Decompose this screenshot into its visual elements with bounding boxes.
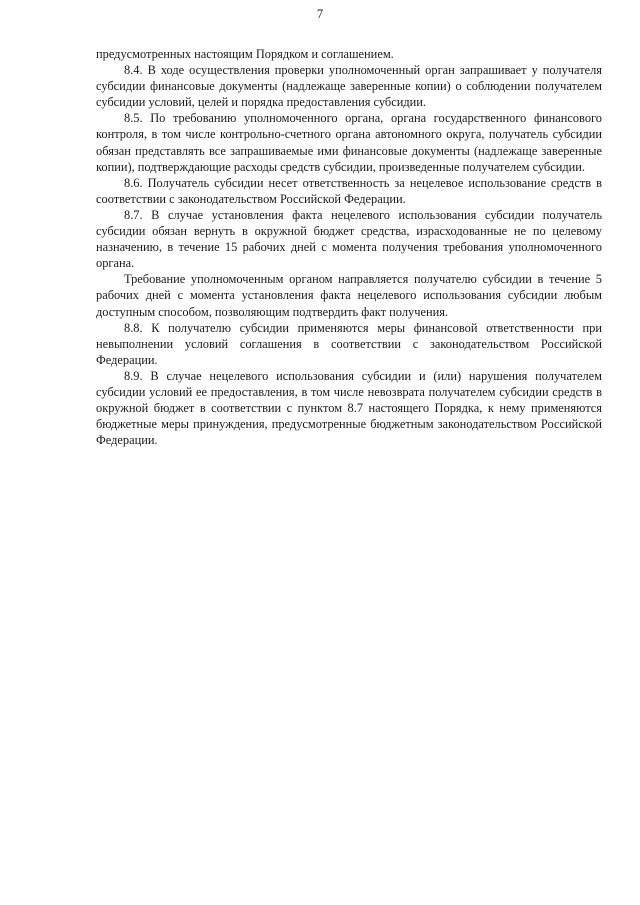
paragraph-continuation: предусмотренных настоящим Порядком и соглашением. — [96, 47, 394, 61]
document-body — [96, 46, 602, 448]
page-number: 7 — [316, 7, 324, 21]
paragraph-8-9: 8.9. В случае нецелевого использования субсидии и (или) нарушения получателем субсидии условий ее предоставления, в том числе невозврата получателем субсидии средств в окружной бюджет в соответствии с пунктом 8.7 настоящего Порядка, к нему применяются бюджетные меры принуждения, предусмотренные бюджетным законодательством Российской Федерации. — [96, 368, 602, 448]
paragraph-8-5: 8.5. По требованию уполномоченного органа, органа государственного финансового контроля, в том числе контрольно-счетного органа автономного округа, получатель субсидии обязан представлять все запрашиваемые ими финансовые документы (надлежаще заверенные копии), подтверждающие расходы средств субсидии, произведенные получателем субсидии. — [96, 111, 602, 174]
paragraph-requirement: Требование уполномоченным органом направляется получателю субсидии в течение 5 рабочих дней с момента установления факта нецелевого использования субсидии любым доступным способом, позволяющим подтвердить факт получения. — [96, 272, 602, 319]
paragraph-8-7: 8.7. В случае установления факта нецелевого использования субсидии получатель субсидии обязан вернуть в окружной бюджет средства, израсходованные не по целевому назначению, в течение 15 рабочих дней с момента получения требования уполномоченного органа. — [96, 207, 602, 271]
paragraph-8-6: 8.6. Получатель субсидии несет ответственность за нецелевое использование средств в соответствии с законодательством Российской Федерации. — [96, 175, 602, 206]
paragraph-8-4: 8.4. В ходе осуществления проверки уполномоченный орган запрашивает у получателя субсидии финансовые документы (надлежаще заверенные копии) о соблюдении получателем субсидии условий, целей и порядка предоставления субсидии. — [96, 63, 602, 110]
paragraph-8-8: 8.8. К получателю субсидии применяются меры финансовой ответственности при невыполнении условий соглашения в соответствии с законодательством Российской Федерации. — [96, 320, 602, 367]
